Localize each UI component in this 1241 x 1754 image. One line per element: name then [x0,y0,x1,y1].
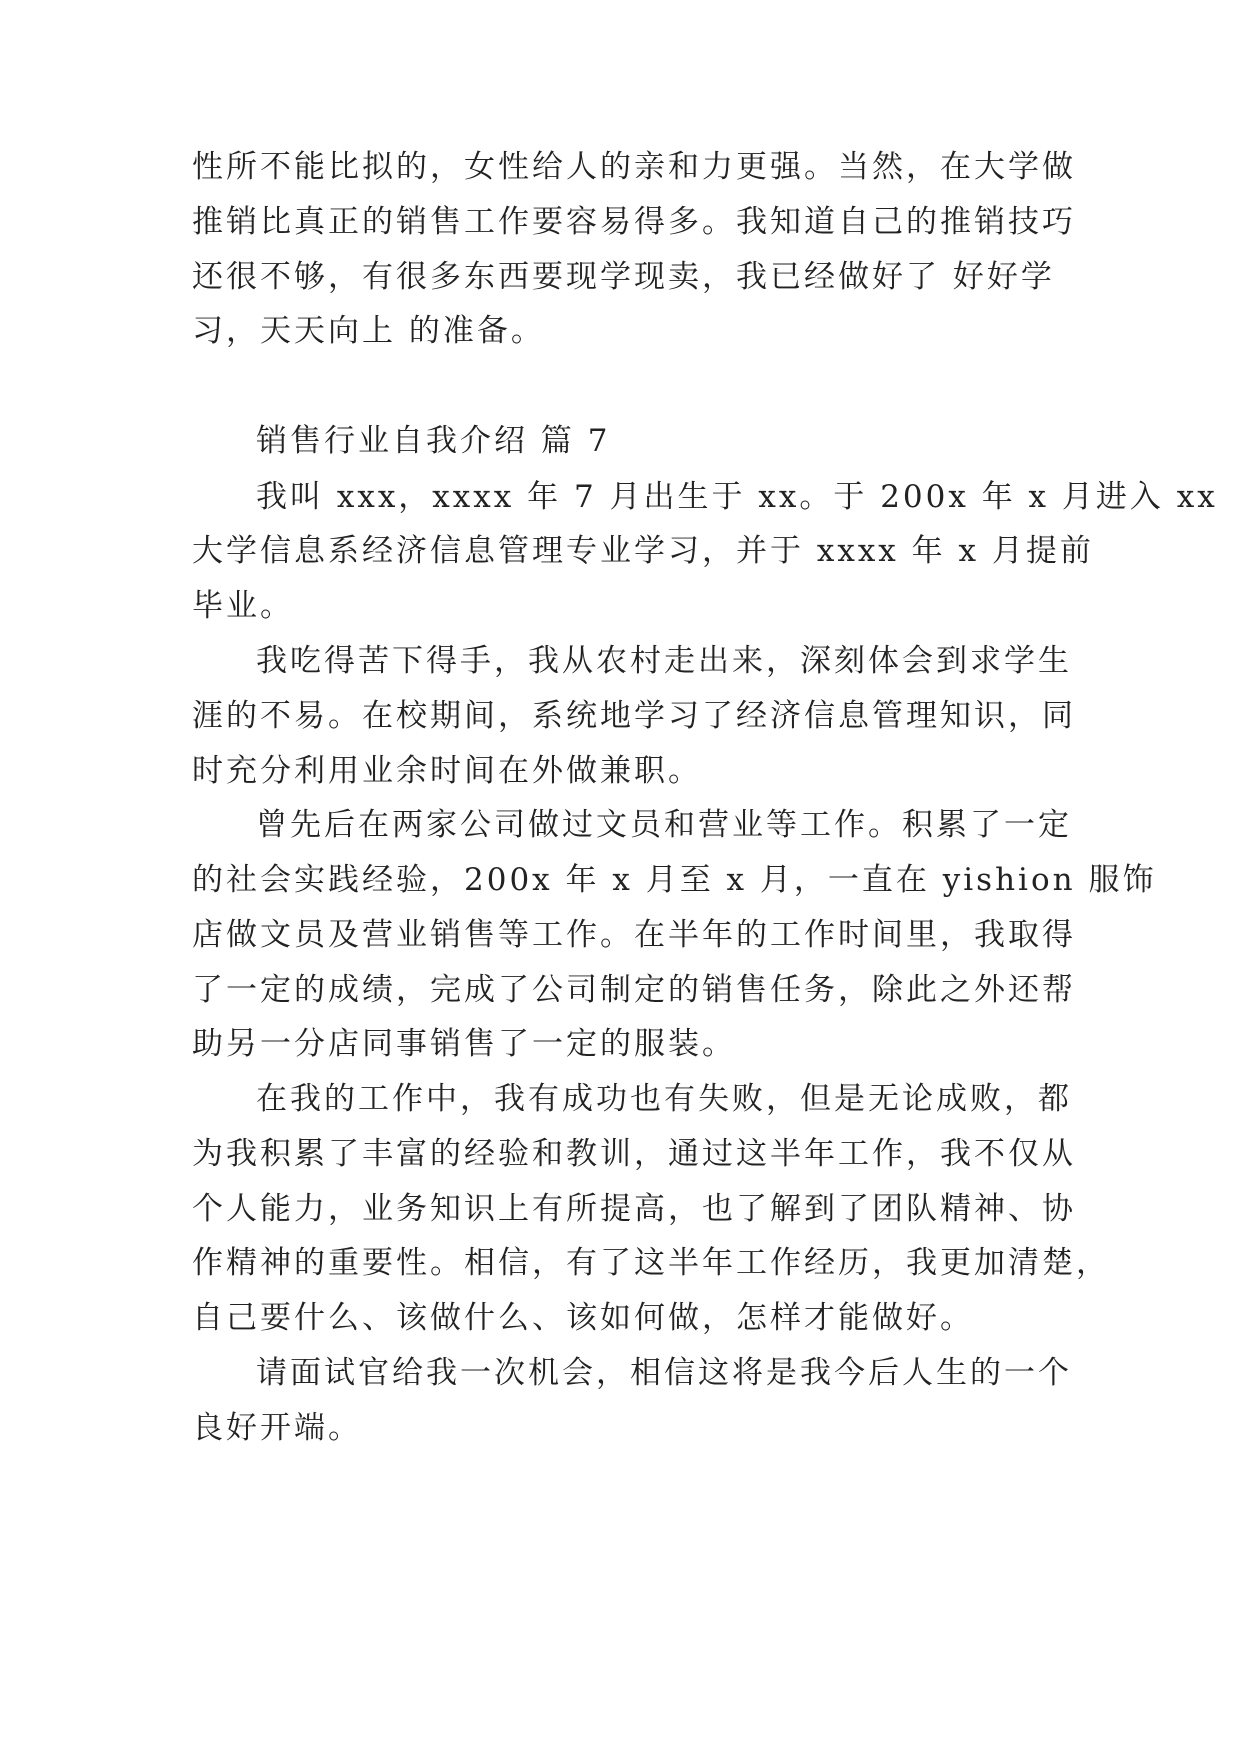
text-line: 习，天天向上 的准备。 [192,313,545,349]
text-line: 自己要什么、该做什么、该如何做，怎样才能做好。 [192,1300,974,1336]
text-line: 为我积累了丰富的经验和教训，通过这半年工作，我不仅从 [192,1136,1076,1172]
text-line: 推销比真正的销售工作要容易得多。我知道自己的推销技巧 [192,204,1076,240]
text-line: 的社会实践经验，200x 年 x 月至 x 月，一直在 yishion 服饰 [192,862,1157,898]
text-line: 良好开端。 [192,1410,362,1446]
text-line: 时充分利用业余时间在外做兼职。 [192,753,702,789]
text-line: 了一定的成绩，完成了公司制定的销售任务，除此之外还帮 [192,972,1076,1008]
text-line: 请面试官给我一次机会，相信这将是我今后人生的一个 [256,1355,1072,1391]
text-line: 助另一分店同事销售了一定的服装。 [192,1026,736,1062]
text-line: 涯的不易。在校期间，系统地学习了经济信息管理知识，同 [192,698,1076,734]
text-line: 在我的工作中，我有成功也有失败，但是无论成败，都 [256,1081,1072,1117]
text-line: 作精神的重要性。相信，有了这半年工作经历，我更加清楚， [192,1245,1110,1281]
text-line: 毕业。 [192,588,294,624]
text-line: 我吃得苦下得手，我从农村走出来，深刻体会到求学生 [256,643,1072,679]
text-line: 大学信息系经济信息管理专业学习，并于 xxxx 年 x 月提前 [192,533,1094,569]
text-line: 店做文员及营业销售等工作。在半年的工作时间里，我取得 [192,917,1076,953]
text-line: 曾先后在两家公司做过文员和营业等工作。积累了一定 [256,807,1072,843]
text-line: 我叫 xxx，xxxx 年 7 月出生于 xx。于 200x 年 x 月进入 xx [256,479,1218,515]
section-title: 销售行业自我介绍 篇 7 [256,423,611,459]
text-line: 还很不够，有很多东西要现学现卖，我已经做好了 好好学 [192,259,1055,295]
text-line: 性所不能比拟的，女性给人的亲和力更强。当然，在大学做 [192,149,1076,185]
text-line: 个人能力，业务知识上有所提高，也了解到了团队精神、协 [192,1191,1076,1227]
